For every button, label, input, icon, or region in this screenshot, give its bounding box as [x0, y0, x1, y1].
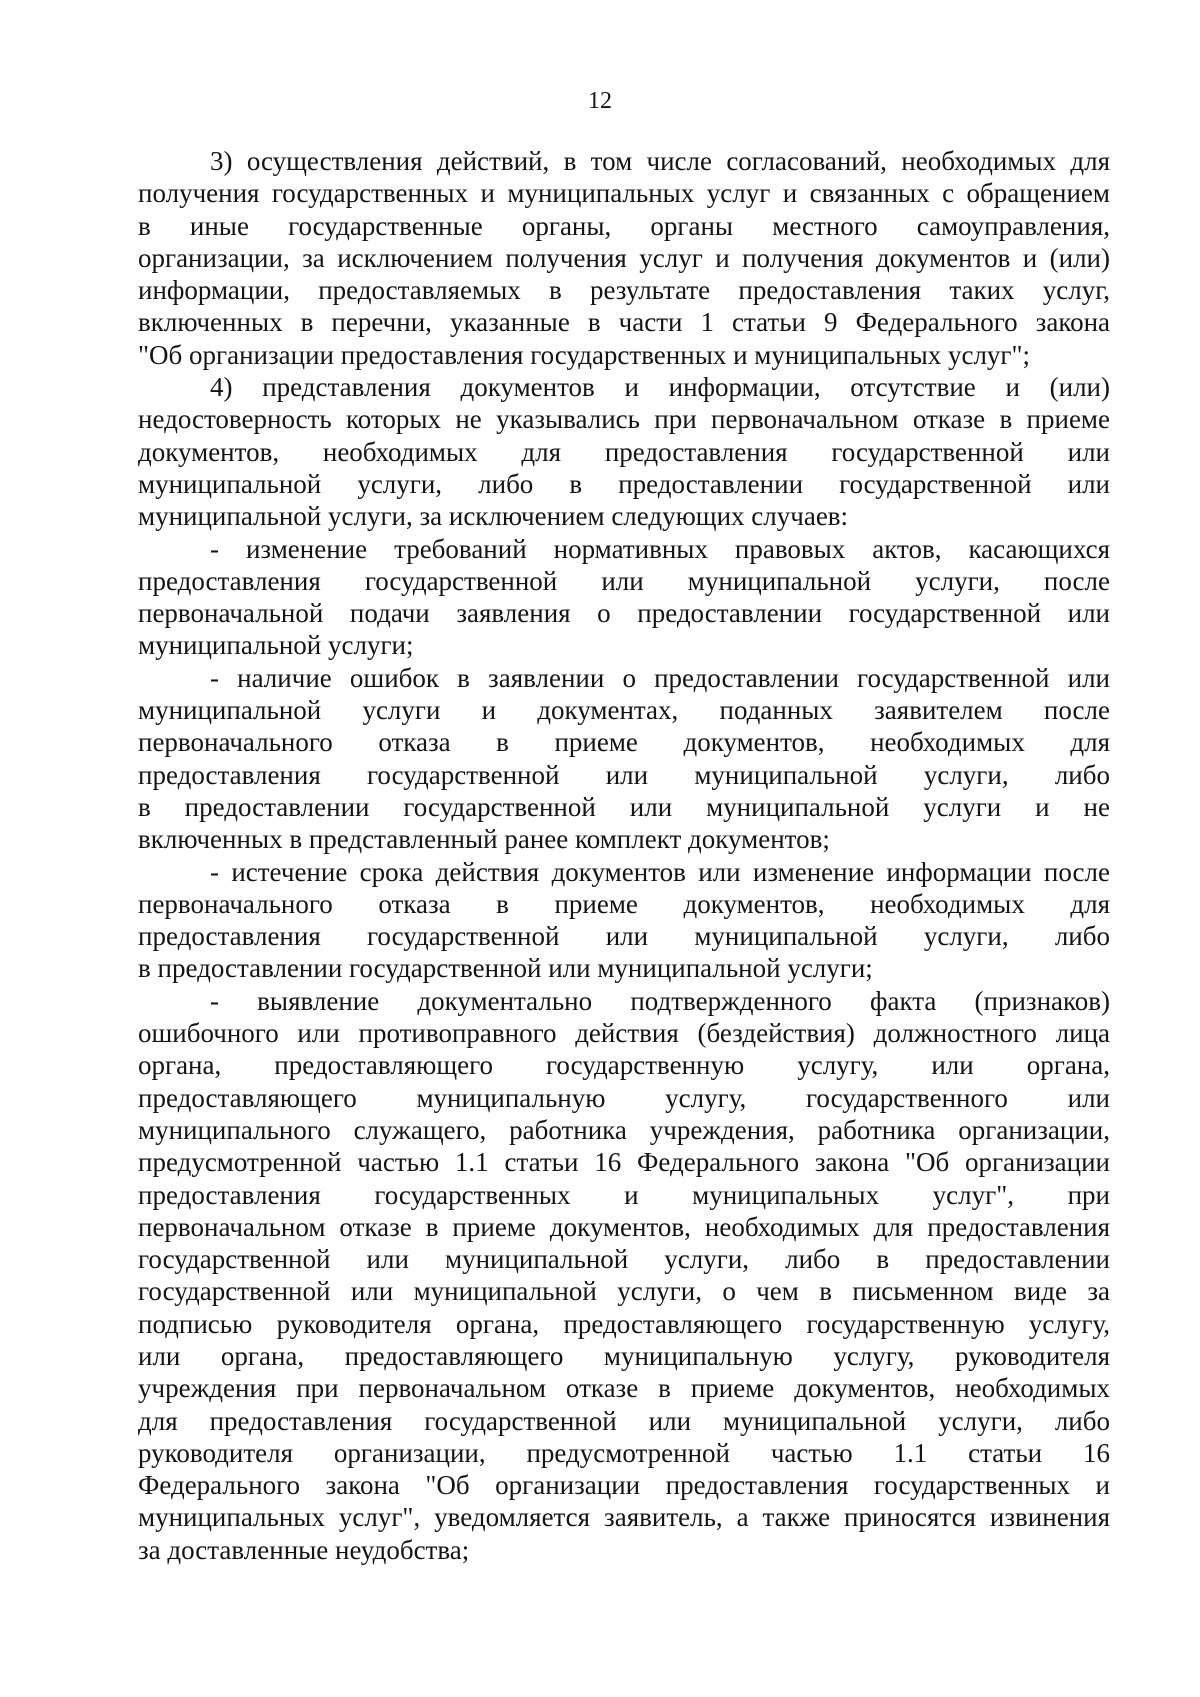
- paragraph-line: предусмотренной частью 1.1 статьи 16 Федерального закона "Об организации: [138, 1147, 1110, 1178]
- paragraph-line: "Об организации предоставления государственных и муниципальных услуг";: [138, 339, 1031, 370]
- paragraph-line: муниципального служащего, работника учреждения, работника организации,: [138, 1114, 1110, 1145]
- paragraph: [138, 145, 1110, 371]
- paragraph: [138, 662, 1110, 856]
- paragraph-line: муниципальной услуги;: [138, 630, 414, 661]
- paragraph-line: - выявление документально подтвержденного факта (признаков): [210, 985, 1110, 1016]
- paragraph-line: предоставления государственной или муниципальной услуги, после: [138, 565, 1110, 596]
- paragraph-line: информации, предоставляемых в результате предоставления таких услуг,: [138, 275, 1110, 306]
- paragraph-line: муниципальной услуги, либо в предоставлении государственной или: [138, 468, 1110, 499]
- paragraph-line: в предоставлении государственной или муниципальной услуги и не: [138, 791, 1110, 822]
- paragraph-line: для предоставления государственной или муниципальной услуги, либо: [138, 1405, 1110, 1436]
- paragraph-line: руководителя организации, предусмотренной частью 1.1 статьи 16: [138, 1437, 1110, 1468]
- paragraph-line: предоставления государственной или муниципальной услуги, либо: [138, 921, 1110, 952]
- paragraph-line: в предоставлении государственной или муниципальной услуги;: [138, 953, 873, 984]
- paragraph-line: муниципальной услуги, за исключением следующих случаев:: [138, 501, 849, 532]
- paragraph-line: муниципальных услуг", уведомляется заявитель, а также приносятся извинения: [138, 1502, 1110, 1533]
- paragraph-line: - истечение срока действия документов или изменение информации после: [210, 856, 1110, 887]
- paragraph-line: 3) осуществления действий, в том числе согласований, необходимых для: [210, 146, 1110, 176]
- paragraph-line: органа, предоставляющего государственную услугу, или органа,: [138, 1050, 1110, 1081]
- paragraph-line: предоставления государственных и муниципальных услуг", при: [138, 1179, 1110, 1210]
- paragraph-line: документов, необходимых для предоставления государственной или: [138, 436, 1110, 467]
- paragraph-line: в иные государственные органы, органы местного самоуправления,: [138, 210, 1110, 241]
- document-body: [138, 145, 1110, 1566]
- page-number: 12: [588, 88, 612, 114]
- paragraph-line: подписью руководителя органа, предоставляющего государственную услугу,: [138, 1308, 1110, 1339]
- paragraph-line: или органа, предоставляющего муниципальную услугу, руководителя: [138, 1340, 1110, 1371]
- paragraph-line: первоначальном отказе в приеме документов, необходимых для предоставления: [138, 1211, 1110, 1242]
- paragraph: [138, 985, 1110, 1566]
- paragraph-line: муниципальной услуги и документах, поданных заявителем после: [138, 695, 1110, 726]
- paragraph-line: 4) представления документов и информации, отсутствие и (или): [210, 372, 1110, 403]
- paragraph-line: включенных в представленный ранее комплект документов;: [138, 824, 830, 855]
- paragraph-line: государственной или муниципальной услуги, либо в предоставлении: [138, 1244, 1110, 1275]
- paragraph-line: за доставленные неудобства;: [138, 1534, 470, 1565]
- paragraph-line: ошибочного или противоправного действия (бездействия) должностного лица: [138, 1018, 1110, 1049]
- paragraph: [138, 371, 1110, 532]
- paragraph-line: - изменение требований нормативных правовых актов, касающихся: [210, 533, 1110, 564]
- paragraph: [138, 533, 1110, 662]
- paragraph-line: учреждения при первоначальном отказе в приеме документов, необходимых: [138, 1373, 1110, 1404]
- paragraph-line: включенных в перечни, указанные в части 1 статьи 9 Федерального закона: [138, 307, 1110, 338]
- paragraph-line: государственной или муниципальной услуги, о чем в письменном виде за: [138, 1276, 1110, 1307]
- paragraph-line: недостоверность которых не указывались при первоначальном отказе в приеме: [138, 404, 1110, 435]
- paragraph-line: первоначального отказа в приеме документов, необходимых для: [138, 888, 1110, 919]
- paragraph-line: Федерального закона "Об организации предоставления государственных и: [138, 1470, 1110, 1501]
- paragraph-line: получения государственных и муниципальных услуг и связанных с обращением: [138, 178, 1110, 209]
- paragraph-line: предоставления государственной или муниципальной услуги, либо: [138, 759, 1110, 790]
- paragraph-line: организации, за исключением получения услуг и получения документов и (или): [138, 242, 1110, 273]
- paragraph-line: - наличие ошибок в заявлении о предоставлении государственной или: [210, 662, 1110, 693]
- paragraph-line: первоначальной подачи заявления о предоставлении государственной или: [138, 598, 1110, 629]
- paragraph-line: предоставляющего муниципальную услугу, государственного или: [138, 1082, 1110, 1113]
- paragraph: [138, 856, 1110, 985]
- paragraph-line: первоначального отказа в приеме документов, необходимых для: [138, 727, 1110, 758]
